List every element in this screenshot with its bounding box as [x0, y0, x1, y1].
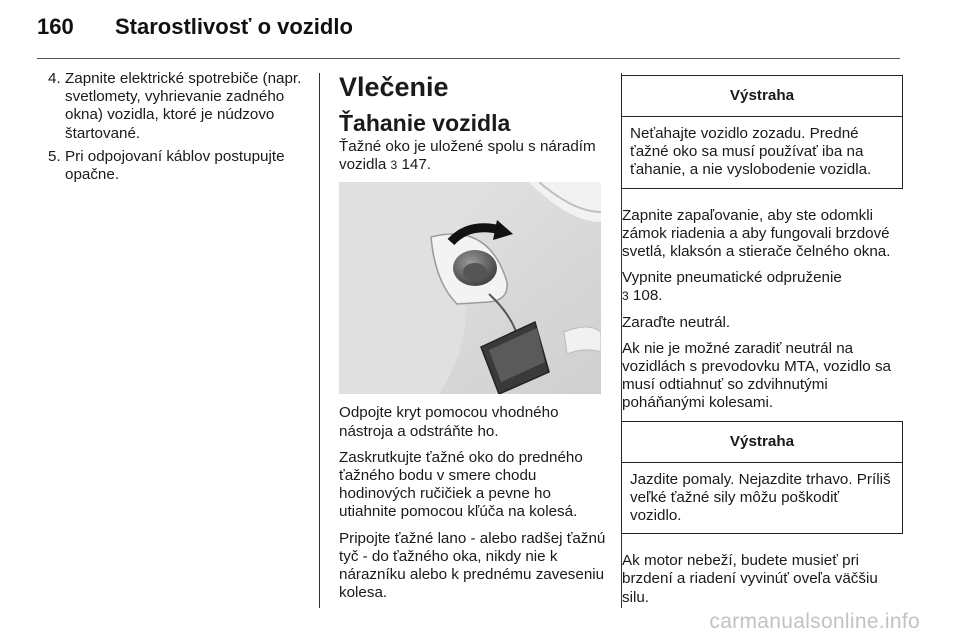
paragraph: Pripojte ťažné lano - alebo radšej ťažnú tyč - do ťažného oka, nikdy nie k nárazníku alebo k prednému zaveseniu kolesa.	[339, 529, 606, 602]
page-header	[37, 14, 353, 40]
page-reference[interactable]: 108.	[632, 287, 663, 305]
watermark: carmanualsonline.info	[709, 610, 920, 633]
warning-title: Výstraha	[622, 422, 902, 463]
middle-column	[339, 70, 609, 610]
warning-text: Neťahajte vozidlo zozadu. Predné ťažné oko sa musí používať iba na ťahanie, a nie vyslobodenie vozidla.	[630, 125, 872, 179]
column-divider-left	[319, 73, 320, 608]
paragraph: Ak motor nebeží, budete musieť pri brzdení a riadení vyvinúť oveľa väčšiu silu.	[622, 552, 878, 606]
warning-text: Jazdite pomaly. Nejazdite trhavo. Príliš veľké ťažné sily môžu poškodiť vozidlo.	[630, 470, 891, 525]
list-item: 4. Zapnite elektrické spotrebiče (napr. svetlomety, vyhrievanie zadného okna) vozidla, ktoré je núdzovo štartované.	[48, 70, 302, 142]
step-text: Pri odpojovaní káblov postupujte opačne.	[65, 147, 285, 184]
paragraph: Zaraďte neutrál.	[622, 313, 731, 331]
paragraph: Vypnite pneumatické odpruženie 3 108.	[622, 269, 842, 305]
warning-box	[621, 75, 903, 189]
list-item: 5. Pri odpojovaní káblov postupujte opačne.	[48, 147, 285, 184]
section-title: Vlečenie	[339, 72, 449, 102]
subsection-title: Ťahanie vozidla	[339, 110, 511, 136]
reference-arrow-icon: 3	[390, 158, 398, 173]
towing-eye-illustration	[339, 182, 601, 394]
reference-arrow-icon: 3	[622, 289, 629, 304]
towing-eye-photo-svg	[339, 182, 601, 394]
steps-list	[41, 70, 306, 184]
left-column	[41, 70, 306, 189]
step-text: Zapnite elektrické spotrebiče (napr. svetlomety, vyhrievanie zadného okna) vozidla, ktoré je núdzovo štartované.	[65, 70, 302, 142]
paragraph: Zaskrutkujte ťažné oko do predného ťažného bodu v smere chodu hodinových ručičiek a pevne ho utiahnite pomocou kľúča na kolesá.	[339, 448, 583, 521]
page-number: 160	[37, 14, 74, 39]
paragraph: Zapnite zapaľovanie, aby ste odomkli zámok riadenia a aby fungovali brzdové svetlá, klaksón a stierače čelného okna.	[622, 206, 891, 261]
page-title: Starostlivosť o vozidlo	[115, 14, 353, 39]
paragraph: Ak nie je možné zaradiť neutrál na vozidlách s prevodovku MTA, vozidlo sa musí odtiahnuť so zdvihnutými poháňanými kolesami.	[622, 339, 891, 412]
header-rule	[37, 58, 900, 59]
page-reference[interactable]: 147.	[401, 156, 431, 174]
warning-title: Výstraha	[622, 76, 902, 117]
paragraph: Odpojte kryt pomocou vhodného nástroja a odstráňte ho.	[339, 404, 559, 440]
right-column	[621, 75, 903, 615]
warning-box	[621, 421, 903, 535]
intro-text: Ťažné oko je uložené spolu s náradím vozidla 3 147.	[339, 138, 596, 174]
